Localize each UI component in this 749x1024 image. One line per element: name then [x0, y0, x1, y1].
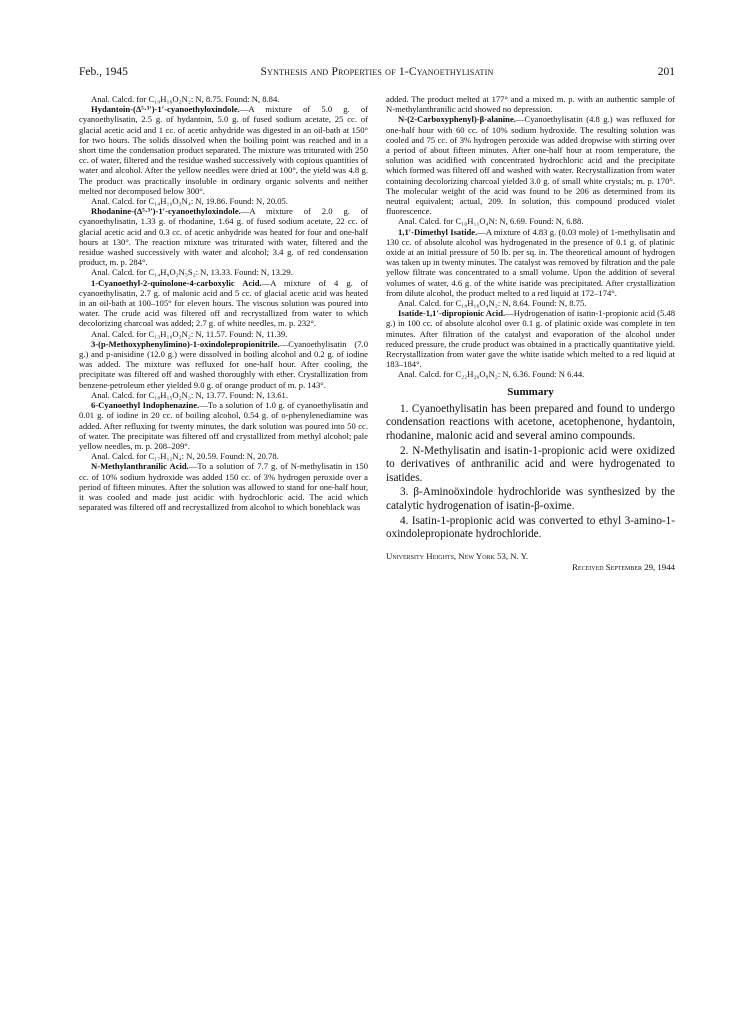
paragraph-text: —To a solution of 7.7 g. of N-methylisatin in 150 cc. of 10% sodium hydroxide was added 150 cc. of 3% hydrogen peroxide over a period of fifteen minutes. After the solution was allowed to stand for one-half hour, it was cooled and made just acidic with hydrochloric acid. The acid which separated was filtered off and recrystallized from alcohol to which boneblack was: [79, 461, 368, 513]
affiliation-address: University Heights, New York 53, N. Y.: [386, 550, 529, 561]
paragraph: [79, 196, 368, 206]
paragraph-text: —A mixture of 4.83 g. (0.03 mole) of 1-methylisatin and 130 cc. of absolute alcohol was hydrogenated in the presence of 0.1 g. of platinic oxide at an initial pressure of 50 lb. per sq. in. The theoretical amount of hydrogen was taken up in twenty minutes. The catalyst was removed by filtration and the pale yellow filtrate was concentrated to a small volume. Upon the addition of several volumes of water, 4.6 g. of the white isatide was precipitated. After crystallization from dilute alcohol, the product melted to a red liquid at 172–174°.: [386, 226, 675, 298]
paragraph-text: Anal. Calcd. for C₁₃H₁₀O₃N₂: N, 11.57. Found: N, 11.39.: [91, 328, 288, 339]
summary-section: [386, 387, 675, 542]
affiliation: [386, 551, 675, 573]
paragraph-text: Anal. Calcd. for C₁₈H₁₆O₄N₂: N, 8.64. Found: N, 8.75.: [398, 298, 587, 309]
paragraph: [79, 339, 368, 390]
paragraph-text: —A mixture of 2.0 g. of cyanoethylisatin, 1.33 g. of rhodanine, 1.64 g. of fused sodium acetate, 22 cc. of glacial acetic acid and 0.3 cc. of acetic anhydride was heated for four and one-half hours at 130°. The reaction mixture was triturated with water, filtered and the residue washed successively with water and alcohol; 3.4 g. of red condensation product, m. p. 284°.: [79, 206, 368, 268]
paragraph-text: —A mixture of 4 g. of cyanoethylisatin, 2.7 g. of malonic acid and 5 cc. of glacial acetic acid was heated in an oil-bath at 100–105° for eleven hours. The viscous solution was poured into water. The crude acid was filtered off and recrystallized from water to which decolorizing charcoal was added; 2.7 g. of white needles, m. p. 232°.: [79, 277, 368, 329]
paragraph: [386, 216, 675, 226]
paragraph: [386, 227, 675, 298]
paragraph-text: Anal. Calcd. for C₁₉H₁₆O₂N₂: N, 8.75. Found: N, 8.84.: [91, 94, 280, 104]
paragraph: [79, 451, 368, 461]
section-heading: 1,1′-Dimethyl Isatide.: [398, 226, 478, 237]
paragraph: [386, 94, 675, 114]
section-heading: Hydantoin-(Δ⁵·³′)-1′-cyanoethyloxindole.: [91, 104, 240, 115]
paragraph: [79, 94, 368, 104]
paragraph-text: Anal. Calcd. for C₁₄H₉O₂N₃S₂: N, 13.33. Found: N, 13.29.: [91, 267, 293, 278]
left-column: [79, 94, 368, 512]
section-heading: 6-Cyanoethyl Indophenazine.: [91, 400, 200, 411]
paragraph: [386, 298, 675, 308]
paragraph: [79, 206, 368, 267]
paragraph-text: Anal. Calcd. for C₁₈H₁₅O₂N₃: N, 13.77. Found: N, 13.61.: [91, 389, 289, 400]
section-heading: Rhodanine-(Δ⁵·³′)-1′-cyanoethyloxindole.: [91, 206, 241, 217]
paragraph: [79, 461, 368, 512]
running-title: Synthesis and Properties of 1-Cyanoethylisatin: [260, 66, 494, 78]
paragraph: [386, 369, 675, 379]
paragraph-text: —To a solution of 1.0 g. of cyanoethylisatin and 0.01 g. of iodine in 20 cc. of boiling alcohol, 0.54 g. of o-phenylenediamine was added. After refluxing for twenty minutes, the dark solution was poured into 50 cc. of water. The precipitate was filtered off and crystallized from methyl alcohol; pale yellow needles, m. p. 208–209°.: [79, 400, 368, 451]
paragraph-text: —Hydrogenation of isatin-1-propionic acid (5.48 g.) in 100 cc. of absolute alcohol over 0.1 g. of platinic oxide was complete in ten minutes. After filtration of the catalyst and evaporation of the alcohol under reduced pressure, the crude product was obtained in a practically quantitative yield. Recrystallization from water gave the white isatide which melted to a red liquid at 183–184°.: [386, 308, 675, 370]
paragraph-text: Anal. Calcd. for C₁₄H₁₀O₃N₄: N, 19.86. Found: N, 20.05.: [91, 196, 289, 207]
section-heading: N-Methylanthranilic Acid.: [91, 461, 189, 472]
summary-item: 4. Isatin-1-propionic acid was converted to ethyl 3-amino-1-oxindolepropionate hydrochloride.: [386, 514, 675, 541]
paragraph-text: added. The product melted at 177° and a mixed m. p. with an authentic sample of N-methylanthranilic acid showed no depression.: [386, 94, 675, 115]
paragraph: [79, 104, 368, 196]
paragraph-text: Anal. Calcd. for C₁₇H₁₂N₄: N, 20.59. Found: N, 20.78.: [91, 451, 279, 462]
summary-item: 3. β-Aminoöxindole hydrochloride was synthesized by the catalytic hydrogenation of isatin-β-oxime.: [386, 486, 675, 513]
section-heading: 1-Cyanoethyl-2-quinolone-4-carboxylic Acid.: [91, 277, 262, 288]
summary-title: Summary: [507, 385, 554, 398]
paragraph-text: —A mixture of 5.0 g. of cyanoethylisatin, 2.5 g. of hydantoin, 5.0 g. of fused sodium acetate, 25 cc. of glacial acetic acid and 1 cc. of acetic anhydride was digested in an oil-bath at 150° for two hours. The solids dissolved when the boiling point was reached and in a short time the condensation product separated. The mixture was triturated with 250 cc. of water, filtered and the residue washed successively with copious quantities of water and alcohol. After the yellow needles were dried at 100°, the yield was 4.8 g. The product was practically insoluble in ordinary organic solvents and neither melted nor decomposed below 300°.: [79, 104, 368, 196]
running-header: [79, 66, 675, 82]
issue-date: Feb., 1945: [79, 66, 128, 78]
paragraph-text: —Cyanoethylisatin (7.0 g.) and p-anisidine (12.0 g.) were dissolved in boiling alcohol and 0.2 g. of iodine was added. The mixture was refluxed for one-half hour. After cooling, the precipitate was filtered off and washed thoroughly with ether. Crystallization from benzene-petroleum ether yielded 9.0 g. of orange product of m. p. 143°.: [79, 338, 368, 390]
section-heading: 3-(p-Methoxyphenylimino)-1-oxindolepropionitrile.: [91, 338, 280, 349]
page-number: 201: [657, 66, 675, 78]
section-heading: N-(2-Carboxyphenyl)-β-alanine.: [398, 114, 516, 125]
paragraph: [79, 278, 368, 329]
summary-items: [386, 403, 675, 542]
paragraph: [79, 329, 368, 339]
paragraph: [79, 267, 368, 277]
right-column: [386, 94, 675, 573]
paragraph-text: Anal. Calcd. for C₂₂H₂₀O₈N₂: N, 6.36. Found: N 6.44.: [398, 369, 585, 380]
paragraph: [386, 114, 675, 216]
paragraph-text: —Cyanoethylisatin (4.8 g.) was refluxed for one-half hour with 60 cc. of 10% sodium hydroxide. The resulting solution was cooled and 75 cc. of 3% hydrogen peroxide was added dropwise with stirring over a period of about fifteen minutes. After one-half hour at room temperature, the solution was acidified with concentrated hydrochloric acid and the precipitate which formed was filtered off and washed with water. Recrystallization from water containing decolorizing charcoal yielded 3.0 g. of small white crystals; m. p. 170°. The molecular weight of the acid was found to be 206 as determined from its neutral equivalent; actual, 209. In solution, this compound produced violet fluorescence.: [386, 114, 675, 217]
paragraph: [79, 400, 368, 451]
paragraph: [79, 390, 368, 400]
paragraph-text: Anal. Calcd. for C₁₀H₁₁O₄N: N, 6.69. Found: N, 6.88.: [398, 216, 584, 227]
paragraph: [386, 308, 675, 369]
right-column-paragraphs: [386, 94, 675, 380]
summary-item: 2. N-Methylisatin and isatin-1-propionic acid were oxidized to derivatives of anthranilic acid and were hydrogenated to isatides.: [386, 444, 675, 484]
summary-item: 1. Cyanoethylisatin has been prepared and found to undergo condensation reactions with acetone, acetophenone, hydantoin, rhodanine, malonic acid and several amino compounds.: [386, 402, 675, 443]
section-heading: Isatide-1,1′-dipropionic Acid.: [398, 308, 506, 319]
received-date: Received September 29, 1944: [572, 561, 675, 572]
